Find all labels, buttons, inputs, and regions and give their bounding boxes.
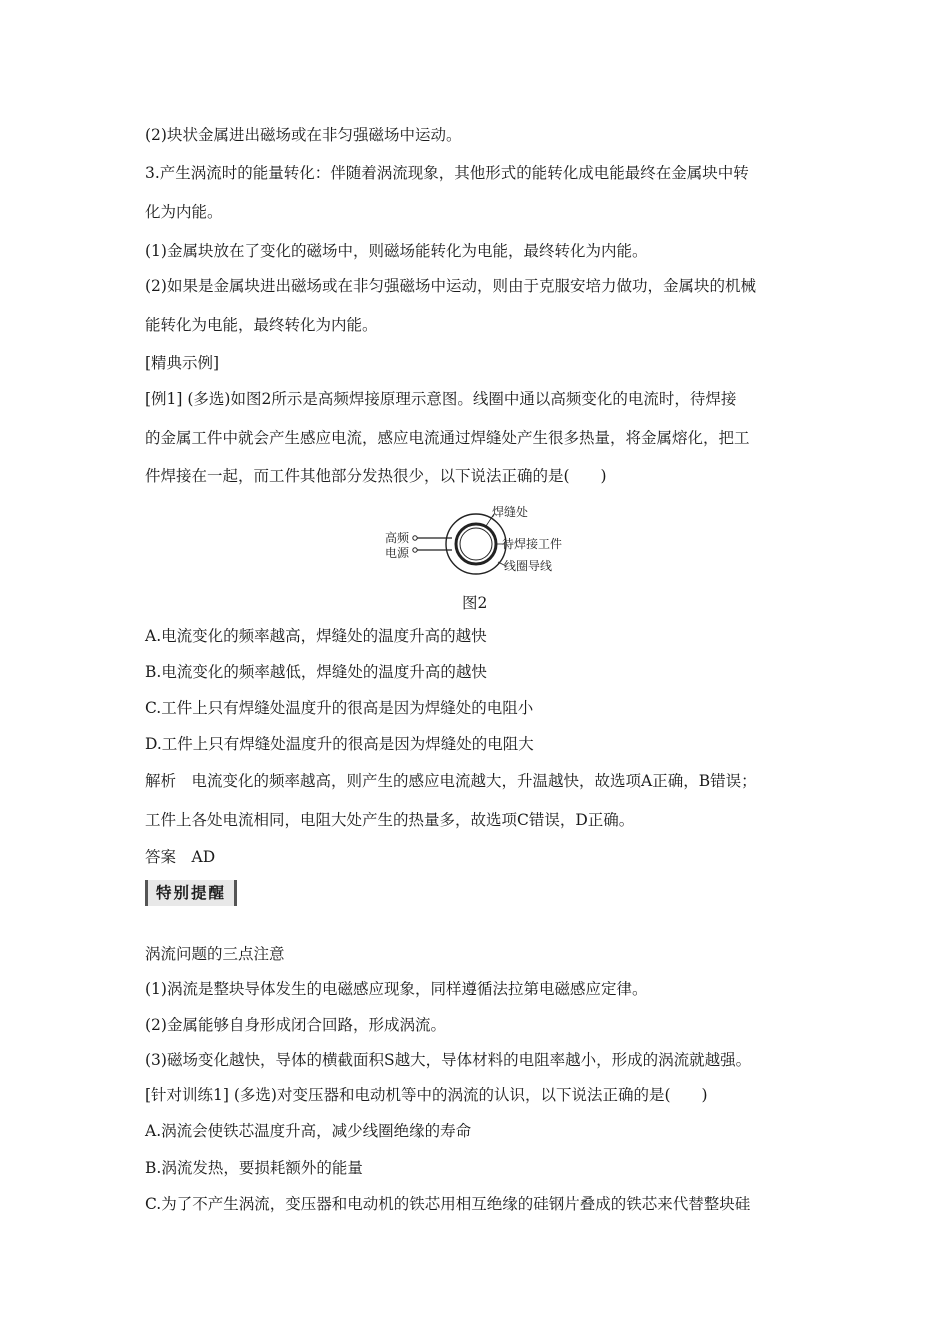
tip-title: 涡流问题的三点注意 [145, 945, 285, 963]
example-question: 件焊接在一起，而工件其他部分发热很少，以下说法正确的是( ) [145, 467, 607, 485]
option-c: C.工件上只有焊缝处温度升的很高是因为焊缝处的电阻小 [145, 699, 534, 717]
text-line: (1)金属块放在了变化的磁场中，则磁场能转化为电能，最终转化为内能。 [145, 242, 648, 260]
text-line: 3.产生涡流时的能量转化：伴随着涡流现象，其他形式的能转化成电能最终在金属块中转 [145, 164, 749, 182]
example-question: [例1] (多选)如图2所示是高频焊接原理示意图。线圈中通以高频变化的电流时，待焊接 [145, 390, 737, 408]
example-question: 的金属工件中就会产生感应电流，感应电流通过焊缝处产生很多热量，将金属熔化，把工 [145, 429, 750, 447]
workpiece-ring [456, 524, 496, 564]
text-line: 化为内能。 [145, 203, 223, 221]
source-label-1: 高频 [385, 531, 410, 545]
tip-item: (3)磁场变化越快，导体的横截面积S越大，导体材料的电阻率越小，形成的涡流就越强。 [145, 1051, 752, 1069]
tip-label: 特别提醒 [145, 880, 237, 906]
option-a: A.电流变化的频率越高，焊缝处的温度升高的越快 [145, 627, 487, 645]
practice-option-c: C.为了不产生涡流，变压器和电动机的铁芯用相互绝缘的硅钢片叠成的铁芯来代替整块硅 [145, 1195, 751, 1213]
figure-caption: 图2 [462, 594, 488, 612]
text-line: (2)如果是金属块进出磁场或在非匀强磁场中运动，则由于克服安培力做功，金属块的机械 [145, 277, 756, 295]
practice-option-a: A.涡流会使铁芯温度升高，减少线圈绝缘的寿命 [145, 1122, 472, 1140]
tip-item: (2)金属能够自身形成闭合回路，形成涡流。 [145, 1016, 446, 1034]
option-d: D.工件上只有焊缝处温度升的很高是因为焊缝处的电阻大 [145, 735, 534, 753]
terminal-bottom [413, 548, 417, 552]
workpiece-inner [460, 528, 492, 560]
coil-label: 线圈导线 [504, 559, 553, 573]
terminal-top [413, 536, 417, 540]
text-line: (2)块状金属进出磁场或在非匀强磁场中运动。 [145, 126, 462, 144]
practice-option-b: B.涡流发热，要损耗额外的能量 [145, 1159, 363, 1177]
source-label-2: 电源 [385, 546, 410, 560]
welding-diagram [380, 504, 580, 580]
answer-text: 答案 AD [145, 848, 216, 866]
analysis-text: 解析 电流变化的频率越高，则产生的感应电流越大，升温越快，故选项A正确，B错误； [145, 772, 757, 790]
practice-question: [针对训练1] (多选)对变压器和电动机等中的涡流的认识，以下说法正确的是( ) [145, 1086, 708, 1104]
option-b: B.电流变化的频率越低，焊缝处的温度升高的越快 [145, 663, 487, 681]
analysis-text: 工件上各处电流相同，电阻大处产生的热量多，故选项C错误，D正确。 [145, 811, 635, 829]
section-heading: [精典示例] [145, 354, 220, 372]
workpiece-label: 待焊接工件 [502, 537, 563, 551]
tip-item: (1)涡流是整块导体发生的电磁感应现象，同样遵循法拉第电磁感应定律。 [145, 980, 648, 998]
weld-label: 焊缝处 [492, 505, 529, 519]
text-line: 能转化为电能，最终转化为内能。 [145, 316, 378, 334]
